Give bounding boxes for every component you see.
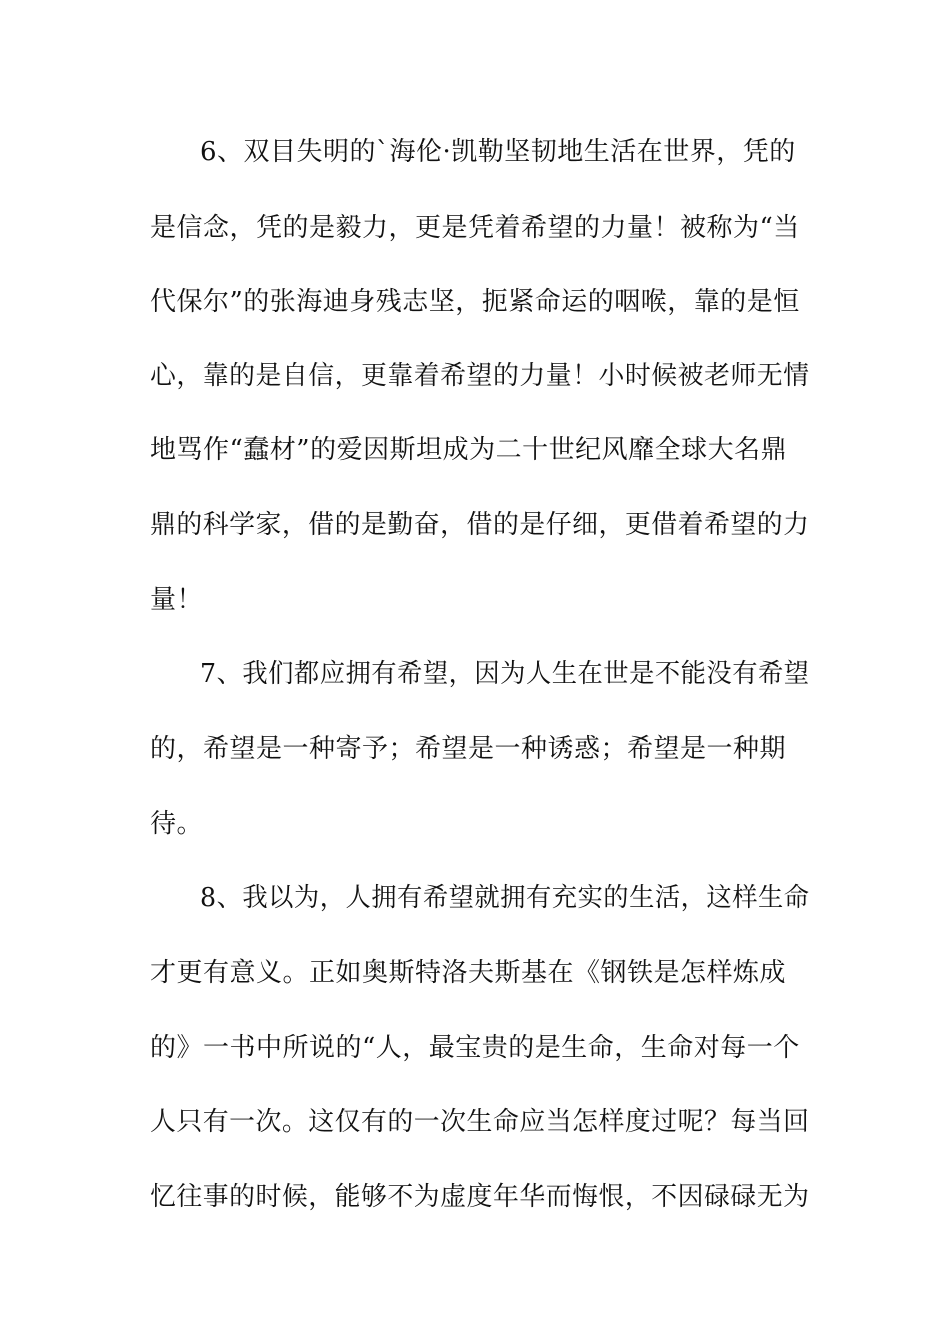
paragraph-6-line-7: 量！ — [150, 585, 204, 615]
paragraph-6-line-4: 心，靠的是自信，更靠着希望的力量！小时候被老师无情 — [150, 361, 810, 391]
paragraph-7-line-3: 待。 — [150, 809, 204, 839]
paragraph-6-line-2: 是信念，凭的是毅力，更是凭着希望的力量！被称为“当 — [150, 213, 800, 243]
paragraph-6-line-1: 6、双目失明的`海伦·凯勒坚韧地生活在世界，凭的 — [200, 137, 796, 167]
paragraph-8-line-5: 忆往事的时候，能够不为虚度年华而悔恨，不因碌碌无为 — [150, 1182, 810, 1212]
paragraph-8-line-2: 才更有意义。正如奥斯特洛夫斯基在《钢铁是怎样炼成 — [150, 958, 787, 988]
paragraph-7-line-2: 的，希望是一种寄予；希望是一种诱惑；希望是一种期 — [150, 734, 787, 764]
paragraph-8-line-1: 8、我以为，人拥有希望就拥有充实的生活，这样生命 — [200, 883, 810, 913]
paragraph-6-line-5: 地骂作“蠢材”的爱因斯坦成为二十世纪风靡全球大名鼎 — [150, 435, 788, 465]
paragraph-8-line-4: 人只有一次。这仅有的一次生命应当怎样度过呢？每当回 — [150, 1107, 810, 1137]
paragraph-8-line-3: 的》一书中所说的“人，最宝贵的是生命，生命对每一个 — [150, 1033, 800, 1063]
paragraph-6-line-6: 鼎的科学家，借的是勤奋，借的是仔细，更借着希望的力 — [150, 510, 810, 540]
paragraph-6-line-3: 代保尔”的张海迪身残志坚，扼紧命运的咽喉，靠的是恒 — [150, 287, 800, 317]
paragraph-7-line-1: 7、我们都应拥有希望，因为人生在世是不能没有希望 — [200, 659, 810, 689]
